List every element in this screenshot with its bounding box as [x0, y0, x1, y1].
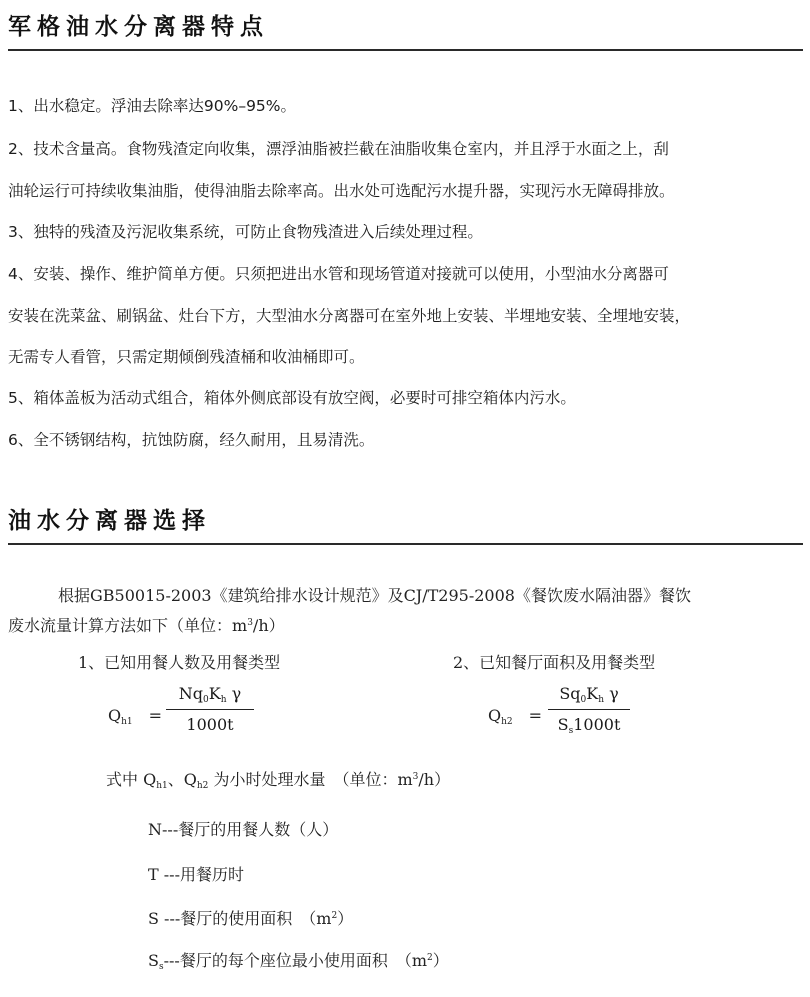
method-2-label: 2、已知餐厅面积及用餐类型 — [453, 653, 656, 672]
feature-line-2: 2、技术含量高。食物残渣定向收集，漂浮油脂被拦截在油脂收集仓室内，并且浮于水面之上，刮 — [8, 140, 669, 158]
feature-line-5: 4、安装、操作、维护简单方便。只须把进出水管和现场管道对接就可以使用，小型油水分离器可 — [8, 265, 669, 283]
formula-2-denominator: $S_s1000t$ — [557, 715, 621, 736]
formula-1-denominator: 1000t — [186, 715, 234, 734]
feature-line-9: 6、全不锈钢结构，抗蚀防腐，经久耐用，且易清洗。 — [8, 431, 375, 449]
where-clause: 式中 $Q_{h1}$、$Q_{h2}$ 为小时处理水量 （单位：$m^3/h$） — [106, 770, 451, 791]
definition-t: T ---用餐历时 — [148, 865, 244, 884]
formula-2-fraction — [548, 684, 630, 736]
section-title-features: 军格油水分离器特点 — [8, 14, 269, 40]
definition-n: N---餐厅的用餐人数（人） — [148, 820, 339, 839]
section-divider — [8, 543, 803, 545]
intro-line-2: 废水流量计算方法如下（单位：$m^3/h$） — [8, 616, 285, 635]
definition-ss: $S_s---$餐厅的每个座位最小使用面积 $(m^2)$ — [148, 951, 449, 972]
fraction-bar — [166, 709, 254, 710]
feature-line-4: 3、独特的残渣及污泥收集系统，可防止食物残渣进入后续处理过程。 — [8, 223, 483, 241]
formula-2-lhs: $Q_{h2}$ = — [488, 706, 543, 727]
formula-1-numerator: $Nq_0K_h$ γ — [178, 684, 242, 705]
feature-line-1: 1、出水稳定。浮油去除率达90%–95%。 — [8, 97, 297, 115]
feature-line-3: 油轮运行可持续收集油脂，使得油脂去除率高。出水处可选配污水提升器，实现污水无障碍排放。 — [8, 182, 675, 200]
formula-1-fraction — [166, 684, 254, 734]
method-1-label: 1、已知用餐人数及用餐类型 — [78, 653, 281, 672]
formula-1-lhs: $Q_{h1}$ = — [108, 706, 163, 727]
section-title-selection: 油水分离器选择 — [8, 508, 211, 534]
feature-line-6: 安装在洗菜盆、刷锅盆、灶台下方，大型油水分离器可在室外地上安装、半埋地安装、全埋地安装， — [8, 307, 691, 325]
intro-line-1: 根据GB50015-2003《建筑给排水设计规范》及CJ/T295-2008《餐饮废水隔油器》餐饮 — [58, 586, 691, 605]
section-divider — [8, 49, 803, 51]
fraction-bar — [548, 709, 630, 710]
definition-s: S ---餐厅的使用面积 $(m^2)$ — [148, 909, 354, 928]
feature-line-7: 无需专人看管，只需定期倾倒残渣桶和收油桶即可。 — [8, 348, 365, 366]
feature-line-8: 5、箱体盖板为活动式组合，箱体外侧底部设有放空阀，必要时可排空箱体内污水。 — [8, 389, 576, 407]
formula-2-numerator: $Sq_0K_h$ γ — [559, 684, 619, 705]
